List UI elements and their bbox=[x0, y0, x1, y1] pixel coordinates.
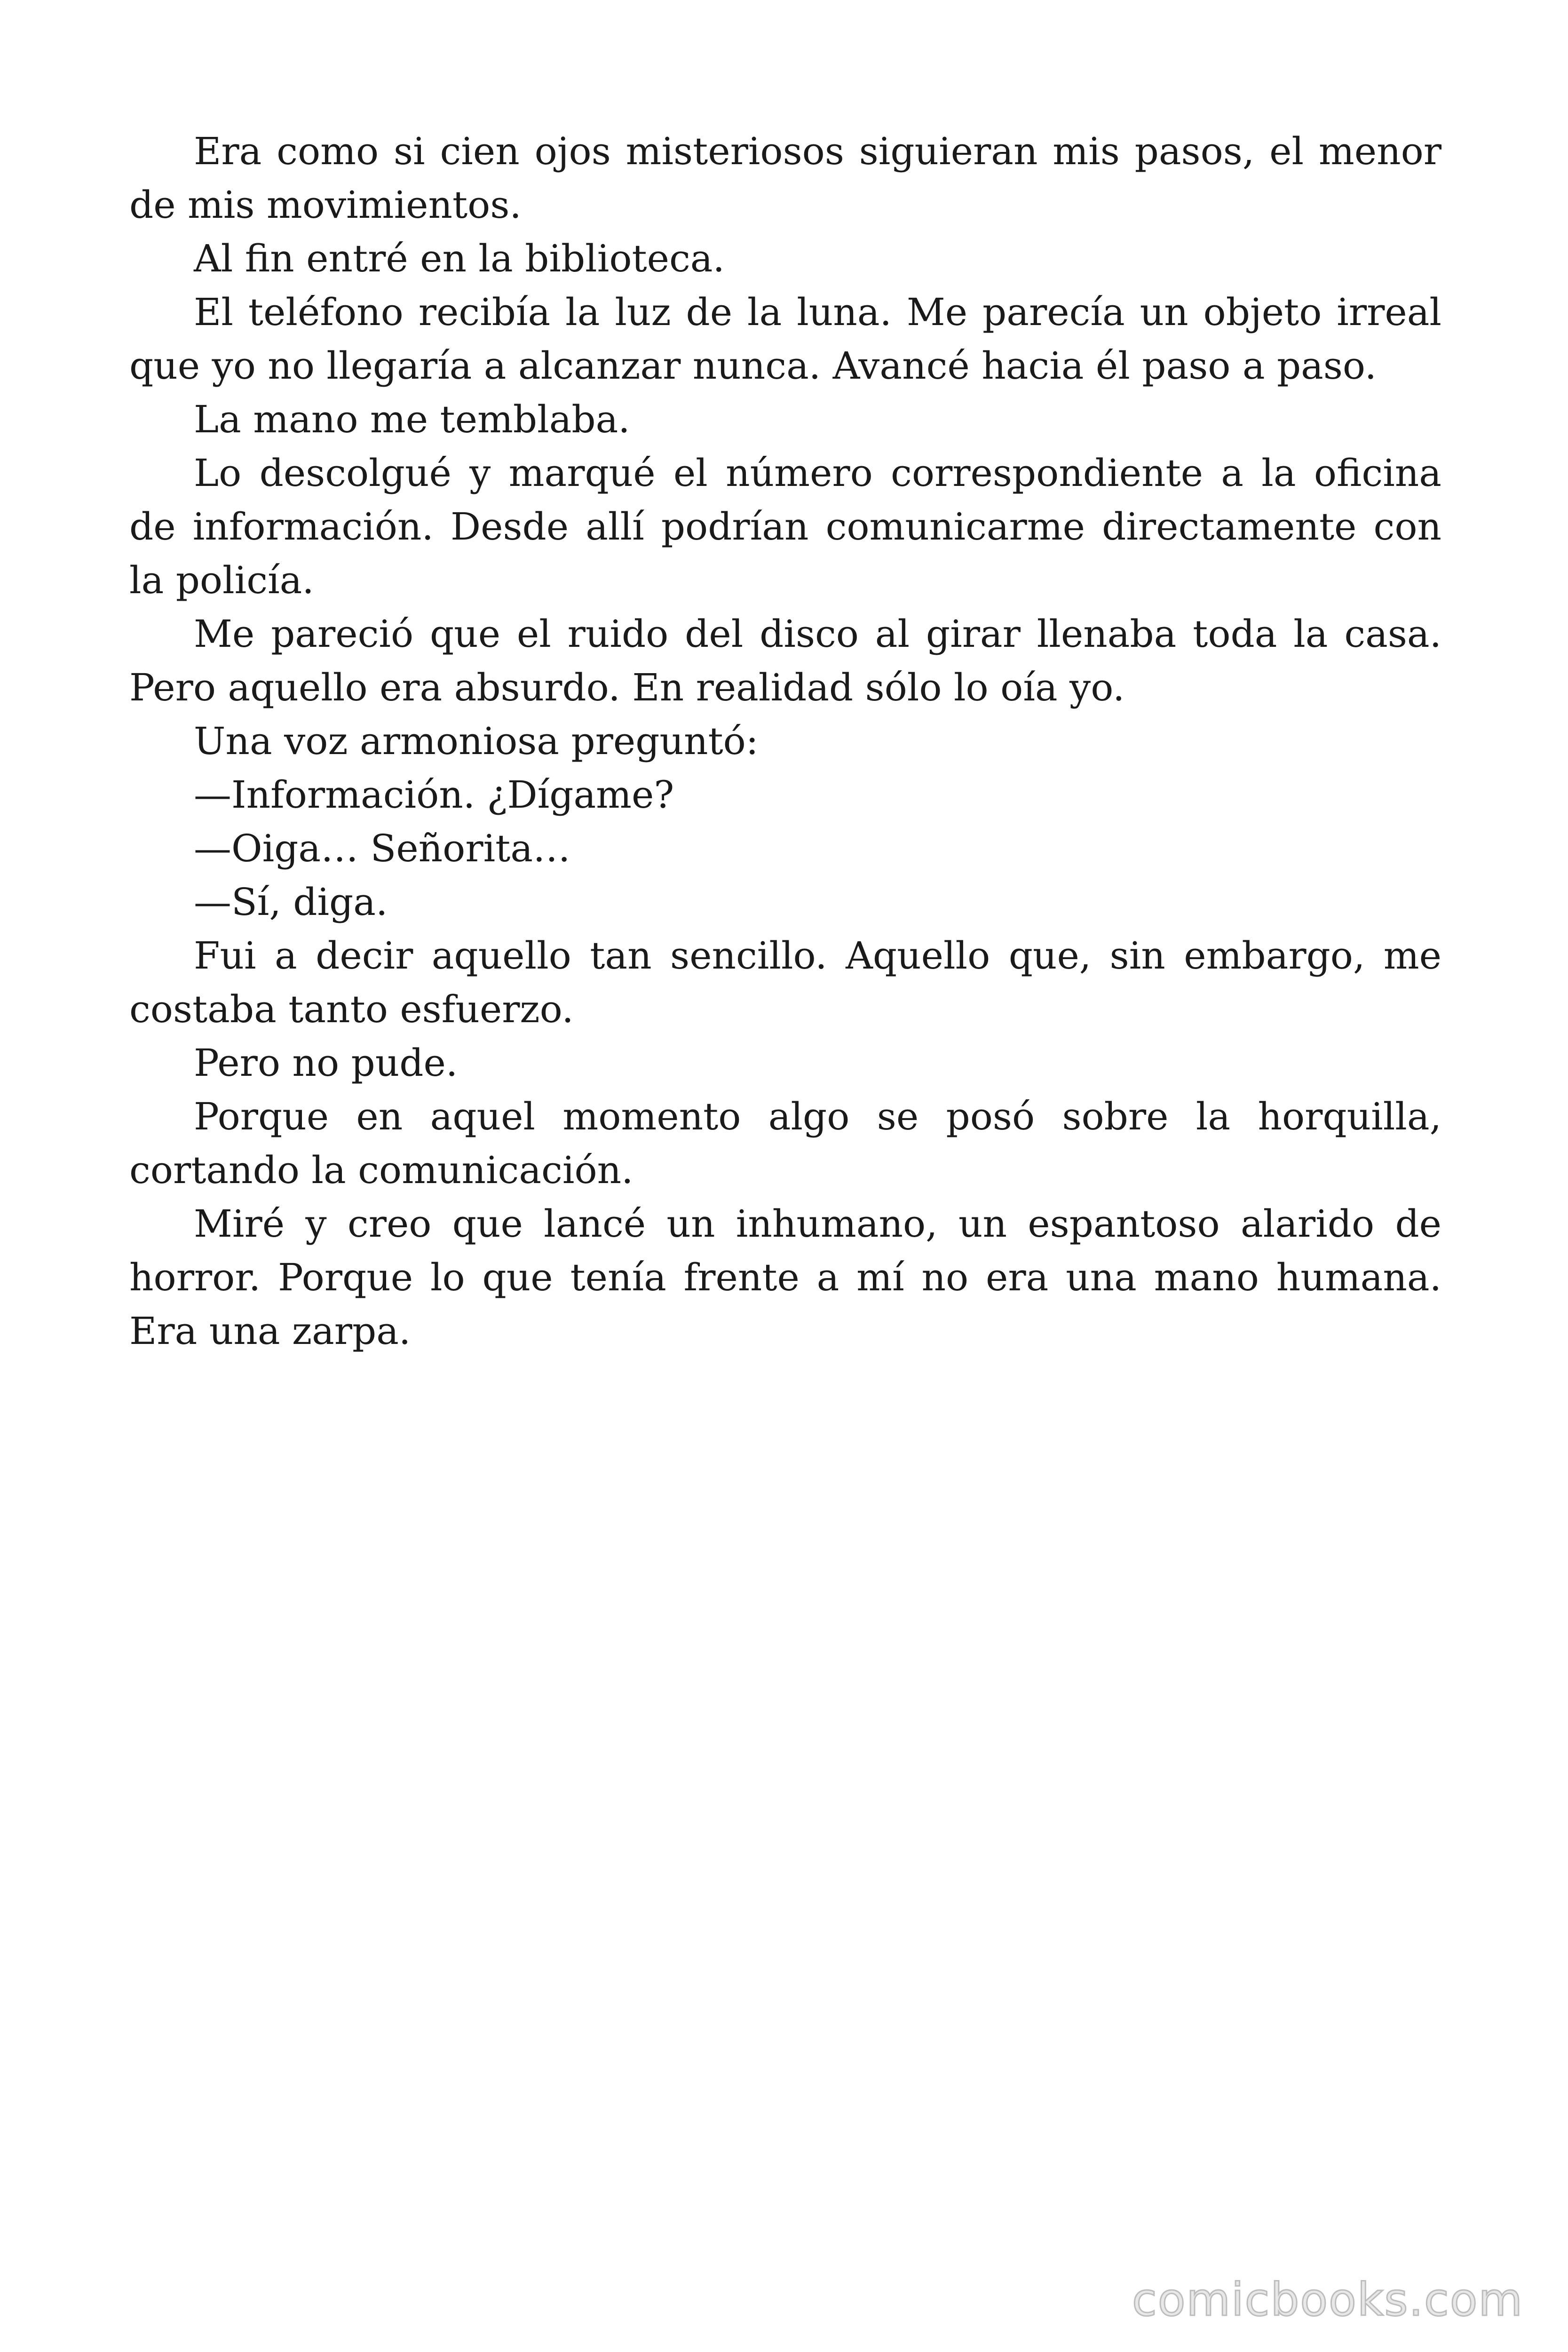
paragraph: Era como si cien ojos misteriosos siguieran mis pasos, el menor de mis movimientos. bbox=[129, 129, 1441, 227]
dialogue-line: —Sí, diga. bbox=[194, 880, 388, 924]
body-text bbox=[129, 125, 1441, 1358]
watermark: comicbooks.com bbox=[1132, 2273, 1523, 2326]
paragraph: Me pareció que el ruido del disco al girar llenaba toda la casa. Pero aquello era absurdo. En realidad sólo lo oía yo. bbox=[129, 612, 1441, 709]
paragraph: Fui a decir aquello tan sencillo. Aquello que, sin embargo, me costaba tanto esfuerzo. bbox=[129, 934, 1441, 1031]
paragraph: Al fin entré en la biblioteca. bbox=[194, 237, 725, 280]
paragraph: La mano me temblaba. bbox=[194, 397, 630, 441]
paragraph: El teléfono recibía la luz de la luna. Me parecía un objeto irreal que yo no llegaría a alcanzar nunca. Avancé hacia él paso a paso. bbox=[129, 290, 1441, 388]
paragraph: Pero no pude. bbox=[194, 1041, 458, 1085]
paragraph: Miré y creo que lancé un inhumano, un espantoso alarido de horror. Porque lo que tenía frente a mí no era una mano humana. Era una zarpa. bbox=[129, 1202, 1441, 1353]
paragraph: Una voz armoniosa preguntó: bbox=[194, 719, 759, 763]
paragraph: Lo descolgué y marqué el número correspondiente a la oficina de información. Desde allí podrían comunicarme directamente con la policía. bbox=[129, 451, 1441, 602]
dialogue-line: —Información. ¿Dígame? bbox=[194, 773, 674, 817]
paragraph: Porque en aquel momento algo se posó sobre la horquilla, cortando la comunicación. bbox=[129, 1095, 1441, 1192]
dialogue-line: —Oiga… Señorita… bbox=[194, 826, 571, 870]
